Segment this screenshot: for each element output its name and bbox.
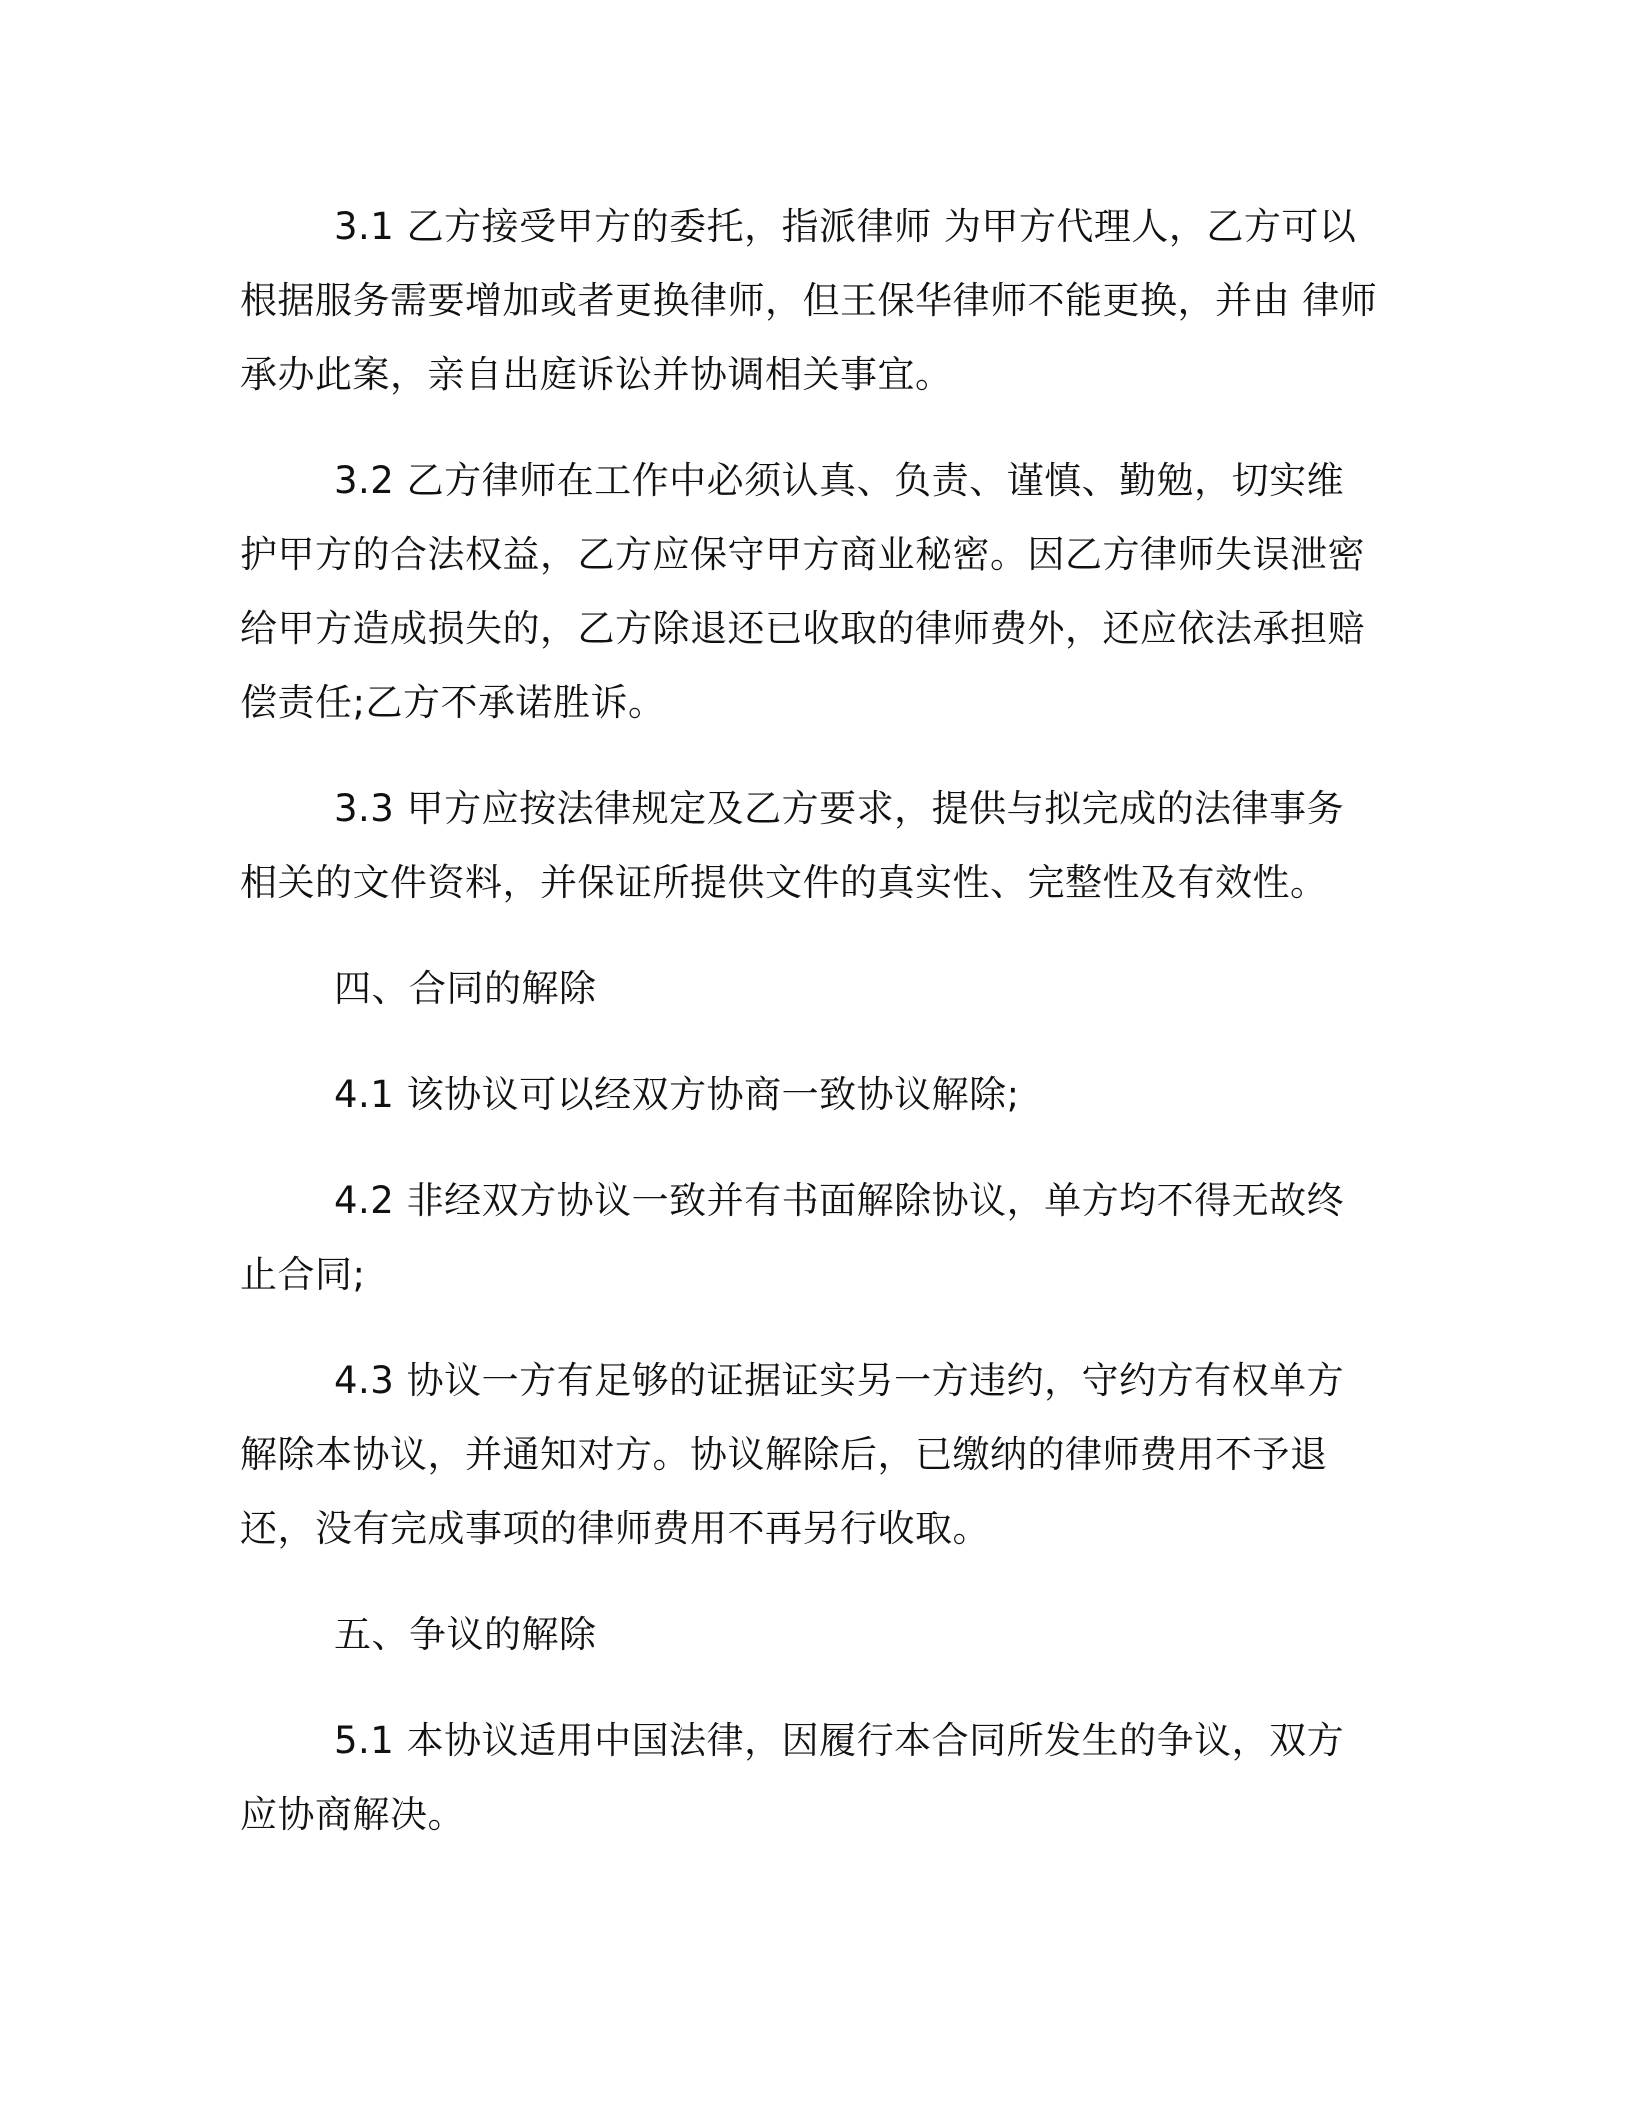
clause-3-2: 3.2 乙方律师在工作中必须认真、负责、谨慎、勤勉，切实维护甲方的合法权益，乙方应保守甲方商业秘密。因乙方律师失误泄密给甲方造成损失的，乙方除退还已收取的律师费外，还应依法承担赔偿责任;乙方不承诺胜诉。	[240, 459, 1365, 724]
clause-4-2: 4.2 非经双方协议一致并有书面解除协议，单方均不得无故终止合同;	[240, 1179, 1345, 1296]
section-heading-dispute-resolution: 五、争议的解除	[334, 1613, 597, 1656]
clause-3-3: 3.3 甲方应按法律规定及乙方要求，提供与拟完成的法律事务相关的文件资料，并保证所提供文件的真实性、完整性及有效性。	[240, 787, 1345, 904]
section-heading-contract-termination: 四、合同的解除	[334, 967, 597, 1010]
clause-3-1: 3.1 乙方接受甲方的委托，指派律师 为甲方代理人，乙方可以根据服务需要增加或者更换律师，但王保华律师不能更换，并由 律师承办此案，亲自出庭诉讼并协调相关事宜。	[240, 205, 1378, 396]
clause-4-3: 4.3 协议一方有足够的证据证实另一方违约，守约方有权单方解除本协议，并通知对方。协议解除后，已缴纳的律师费用不予退还，没有完成事项的律师费用不再另行收取。	[240, 1359, 1345, 1550]
document-page	[240, 190, 1380, 1884]
clause-4-1: 4.1 该协议可以经双方协商一致协议解除;	[334, 1073, 1020, 1116]
clause-5-1: 5.1 本协议适用中国法律，因履行本合同所发生的争议，双方应协商解决。	[240, 1719, 1345, 1836]
